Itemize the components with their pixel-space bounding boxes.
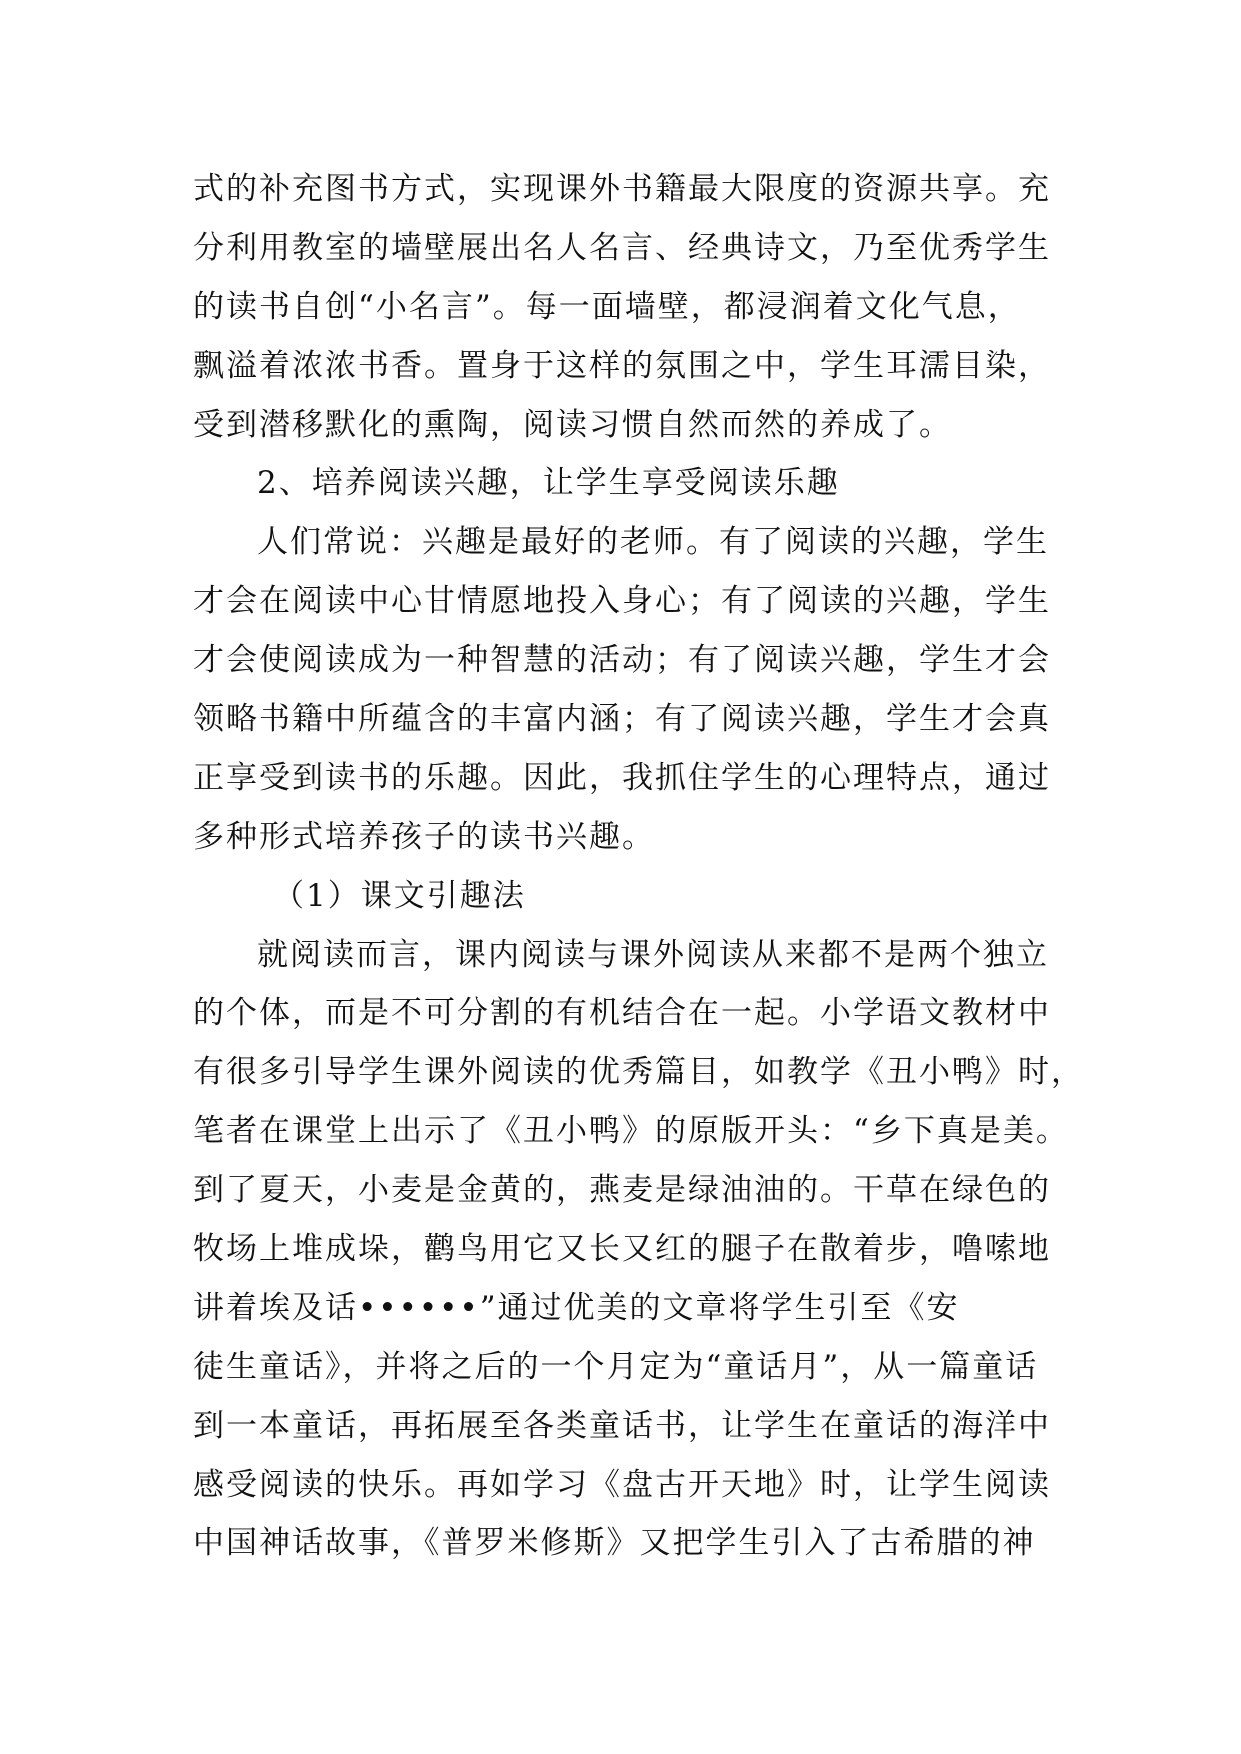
text-line: 中国神话故事，《普罗米修斯》又把学生引入了古希腊的神 — [193, 1525, 1036, 1562]
text-line: 才会使阅读成为一种智慧的活动；有了阅读兴趣，学生才会 — [193, 642, 1051, 679]
paragraph-first-line: 就阅读而言，课内阅读与课外阅读从来都不是两个独立 — [257, 936, 1049, 973]
text-line: 感受阅读的快乐。再如学习《盘古开天地》时，让学生阅读 — [193, 1466, 1051, 1503]
text-line: 多种形式培养孩子的读书兴趣。 — [193, 818, 655, 855]
text-line: 牧场上堆成垛，鹳鸟用它又长又红的腿子在散着步，噜嗦地 — [193, 1231, 1051, 1268]
text-line: 笔者在课堂上出示了《丑小鸭》的原版开头：“乡下真是美。 — [193, 1113, 1069, 1150]
text-line: 的个体，而是不可分割的有机结合在一起。小学语文教材中 — [193, 995, 1051, 1032]
subsection-heading: （1）课文引趣法 — [273, 877, 526, 914]
text-line: 徒生童话》，并将之后的一个月定为“童话月”，从一篇童话 — [193, 1348, 1039, 1385]
paragraph-first-line: 人们常说：兴趣是最好的老师。有了阅读的兴趣，学生 — [257, 524, 1049, 561]
text-line: 飘溢着浓浓书香。置身于这样的氛围之中，学生耳濡目染， — [193, 347, 1051, 384]
text-line: 式的补充图书方式，实现课外书籍最大限度的资源共享。充 — [193, 171, 1051, 207]
text-line: 分利用教室的墙壁展出名人名言、经典诗文，乃至优秀学生 — [193, 229, 1051, 266]
text-line: 正享受到读书的乐趣。因此，我抓住学生的心理特点，通过 — [193, 759, 1051, 796]
text-line: 受到潜移默化的熏陶，阅读习惯自然而然的养成了。 — [193, 406, 952, 443]
text-line: 的读书自创“小名言”。每一面墙壁，都浸润着文化气息， — [193, 288, 1021, 325]
body-text — [193, 160, 1084, 1573]
section-heading: 2、培养阅读兴趣，让学生享受阅读乐趣 — [257, 465, 840, 502]
text-line: 到一本童话，再拓展至各类童话书，让学生在童话的海洋中 — [193, 1407, 1051, 1444]
text-line: 有很多引导学生课外阅读的优秀篇目，如教学《丑小鸭》时， — [193, 1054, 1084, 1091]
text-line: 到了夏天，小麦是金黄的，燕麦是绿油油的。干草在绿色的 — [193, 1172, 1051, 1209]
text-line: 领略书籍中所蕴含的丰富内涵；有了阅读兴趣，学生才会真 — [193, 701, 1051, 738]
text-line: 讲着埃及话••••••”通过优美的文章将学生引至《安 — [193, 1289, 960, 1326]
text-line: 才会在阅读中心甘情愿地投入身心；有了阅读的兴趣，学生 — [193, 583, 1051, 620]
